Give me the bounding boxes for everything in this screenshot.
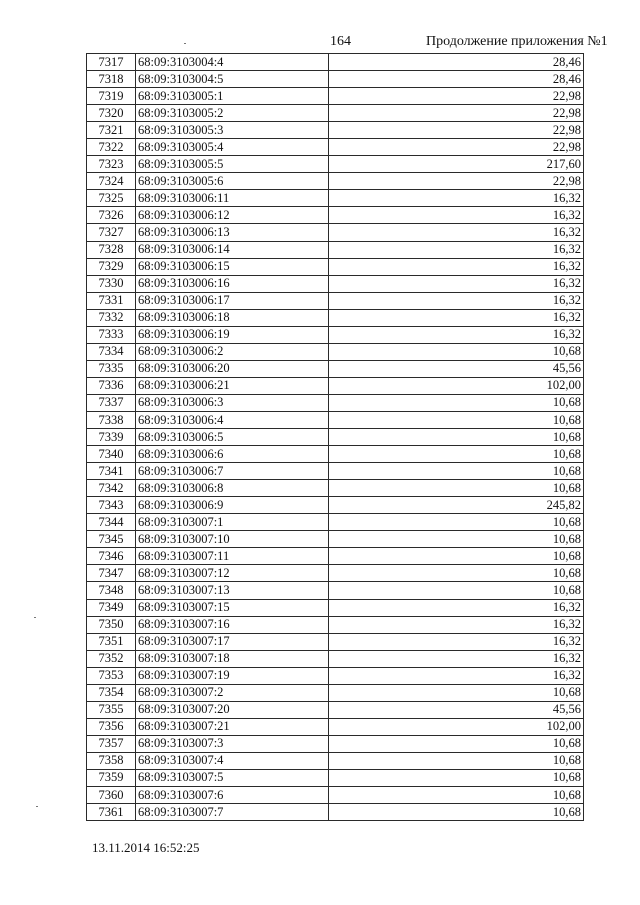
row-number: 7326 xyxy=(87,207,136,224)
table-row xyxy=(87,650,584,667)
row-number: 7347 xyxy=(87,565,136,582)
row-number: 7334 xyxy=(87,343,136,360)
row-number: 7329 xyxy=(87,258,136,275)
cadastral-value: 10,68 xyxy=(329,548,584,565)
table-row xyxy=(87,667,584,684)
cadastral-value: 245,82 xyxy=(329,497,584,514)
continuation-title: Продолжение приложения №1 xyxy=(426,34,608,49)
row-number: 7341 xyxy=(87,463,136,480)
row-number: 7343 xyxy=(87,497,136,514)
table-row xyxy=(87,71,584,88)
cadastral-value: 16,32 xyxy=(329,224,584,241)
cadastral-number: 68:09:3103006:17 xyxy=(136,292,329,309)
table-row xyxy=(87,224,584,241)
row-number: 7324 xyxy=(87,173,136,190)
cadastral-value: 16,32 xyxy=(329,616,584,633)
cadastral-number: 68:09:3103006:3 xyxy=(136,394,329,411)
row-number: 7321 xyxy=(87,122,136,139)
cadastral-number: 68:09:3103007:11 xyxy=(136,548,329,565)
cadastral-value: 102,00 xyxy=(329,377,584,394)
cadastral-number: 68:09:3103006:13 xyxy=(136,224,329,241)
cadastral-value: 10,68 xyxy=(329,804,584,821)
cadastral-value: 10,68 xyxy=(329,531,584,548)
table-row xyxy=(87,377,584,394)
row-number: 7342 xyxy=(87,480,136,497)
cadastral-number: 68:09:3103006:8 xyxy=(136,480,329,497)
cadastral-value: 10,68 xyxy=(329,343,584,360)
cadastral-number: 68:09:3103007:18 xyxy=(136,650,329,667)
row-number: 7330 xyxy=(87,275,136,292)
cadastral-number: 68:09:3103004:5 xyxy=(136,71,329,88)
cadastral-value: 10,68 xyxy=(329,769,584,786)
table-row xyxy=(87,411,584,428)
cadastral-value: 10,68 xyxy=(329,463,584,480)
row-number: 7345 xyxy=(87,531,136,548)
cadastral-value: 10,68 xyxy=(329,429,584,446)
table-row xyxy=(87,787,584,804)
cadastral-number: 68:09:3103005:6 xyxy=(136,173,329,190)
cadastral-value: 10,68 xyxy=(329,565,584,582)
cadastral-value: 10,68 xyxy=(329,752,584,769)
cadastral-value: 10,68 xyxy=(329,787,584,804)
cadastral-number: 68:09:3103006:14 xyxy=(136,241,329,258)
table-row xyxy=(87,531,584,548)
cadastral-number: 68:09:3103005:1 xyxy=(136,88,329,105)
cadastral-number: 68:09:3103007:1 xyxy=(136,514,329,531)
cadastral-number: 68:09:3103006:4 xyxy=(136,411,329,428)
cadastral-number: 68:09:3103006:2 xyxy=(136,343,329,360)
cadastral-value: 22,98 xyxy=(329,173,584,190)
row-number: 7356 xyxy=(87,718,136,735)
cadastral-value: 16,32 xyxy=(329,309,584,326)
cadastral-value: 10,68 xyxy=(329,514,584,531)
row-number: 7349 xyxy=(87,599,136,616)
cadastral-number: 68:09:3103006:9 xyxy=(136,497,329,514)
cadastral-value: 16,32 xyxy=(329,650,584,667)
print-timestamp: 13.11.2014 16:52:25 xyxy=(92,840,200,855)
table-row xyxy=(87,429,584,446)
table-row xyxy=(87,292,584,309)
cadastral-number: 68:09:3103005:5 xyxy=(136,156,329,173)
cadastral-number: 68:09:3103006:16 xyxy=(136,275,329,292)
table-row xyxy=(87,446,584,463)
cadastral-value: 45,56 xyxy=(329,360,584,377)
cadastral-value: 217,60 xyxy=(329,156,584,173)
cadastral-number: 68:09:3103007:3 xyxy=(136,735,329,752)
table-row xyxy=(87,326,584,343)
cadastral-value: 10,68 xyxy=(329,684,584,701)
table-row xyxy=(87,735,584,752)
row-number: 7325 xyxy=(87,190,136,207)
cadastral-number: 68:09:3103007:4 xyxy=(136,752,329,769)
cadastral-number: 68:09:3103006:12 xyxy=(136,207,329,224)
table-row xyxy=(87,343,584,360)
page-number: 164 xyxy=(330,34,351,49)
row-number: 7351 xyxy=(87,633,136,650)
table-row xyxy=(87,258,584,275)
row-number: 7355 xyxy=(87,701,136,718)
table-row xyxy=(87,701,584,718)
table-row xyxy=(87,752,584,769)
cadastral-value: 16,32 xyxy=(329,326,584,343)
table-row xyxy=(87,684,584,701)
cadastral-value: 10,68 xyxy=(329,735,584,752)
cadastral-value: 10,68 xyxy=(329,480,584,497)
cadastral-value: 16,32 xyxy=(329,292,584,309)
table-row xyxy=(87,173,584,190)
table-row xyxy=(87,105,584,122)
cadastral-value: 16,32 xyxy=(329,667,584,684)
scan-speck xyxy=(34,617,36,618)
table-row xyxy=(87,463,584,480)
table-row xyxy=(87,616,584,633)
row-number: 7354 xyxy=(87,684,136,701)
cadastral-number: 68:09:3103006:19 xyxy=(136,326,329,343)
cadastral-value: 22,98 xyxy=(329,139,584,156)
cadastral-number: 68:09:3103005:3 xyxy=(136,122,329,139)
cadastral-number: 68:09:3103007:10 xyxy=(136,531,329,548)
row-number: 7318 xyxy=(87,71,136,88)
cadastral-value: 16,32 xyxy=(329,599,584,616)
cadastral-number: 68:09:3103007:17 xyxy=(136,633,329,650)
table-row xyxy=(87,241,584,258)
table-row xyxy=(87,548,584,565)
table-row xyxy=(87,718,584,735)
row-number: 7328 xyxy=(87,241,136,258)
table-row xyxy=(87,139,584,156)
cadastral-number: 68:09:3103006:18 xyxy=(136,309,329,326)
cadastral-value: 16,32 xyxy=(329,275,584,292)
table-row xyxy=(87,514,584,531)
cadastral-value: 16,32 xyxy=(329,633,584,650)
row-number: 7348 xyxy=(87,582,136,599)
cadastral-number: 68:09:3103007:21 xyxy=(136,718,329,735)
row-number: 7353 xyxy=(87,667,136,684)
row-number: 7327 xyxy=(87,224,136,241)
cadastral-number: 68:09:3103006:7 xyxy=(136,463,329,480)
cadastral-number: 68:09:3103006:6 xyxy=(136,446,329,463)
table-body xyxy=(87,54,584,821)
cadastral-value: 10,68 xyxy=(329,411,584,428)
cadastral-value: 10,68 xyxy=(329,582,584,599)
table-row xyxy=(87,122,584,139)
row-number: 7331 xyxy=(87,292,136,309)
cadastral-value: 22,98 xyxy=(329,122,584,139)
cadastral-number: 68:09:3103007:16 xyxy=(136,616,329,633)
row-number: 7337 xyxy=(87,394,136,411)
cadastral-value-table xyxy=(86,53,584,821)
row-number: 7359 xyxy=(87,769,136,786)
row-number: 7323 xyxy=(87,156,136,173)
row-number: 7332 xyxy=(87,309,136,326)
row-number: 7340 xyxy=(87,446,136,463)
row-number: 7338 xyxy=(87,411,136,428)
table-row xyxy=(87,497,584,514)
table-row xyxy=(87,88,584,105)
cadastral-number: 68:09:3103006:11 xyxy=(136,190,329,207)
cadastral-value: 16,32 xyxy=(329,190,584,207)
cadastral-number: 68:09:3103007:20 xyxy=(136,701,329,718)
cadastral-number: 68:09:3103006:15 xyxy=(136,258,329,275)
row-number: 7352 xyxy=(87,650,136,667)
row-number: 7350 xyxy=(87,616,136,633)
cadastral-number: 68:09:3103004:4 xyxy=(136,54,329,71)
table-row xyxy=(87,633,584,650)
row-number: 7322 xyxy=(87,139,136,156)
cadastral-value: 16,32 xyxy=(329,258,584,275)
cadastral-number: 68:09:3103006:5 xyxy=(136,429,329,446)
table-row xyxy=(87,156,584,173)
table-row xyxy=(87,582,584,599)
table-row xyxy=(87,769,584,786)
row-number: 7361 xyxy=(87,804,136,821)
row-number: 7319 xyxy=(87,88,136,105)
row-number: 7357 xyxy=(87,735,136,752)
row-number: 7339 xyxy=(87,429,136,446)
row-number: 7346 xyxy=(87,548,136,565)
cadastral-number: 68:09:3103007:7 xyxy=(136,804,329,821)
cadastral-value: 10,68 xyxy=(329,446,584,463)
cadastral-value: 28,46 xyxy=(329,71,584,88)
cadastral-value: 22,98 xyxy=(329,88,584,105)
row-number: 7336 xyxy=(87,377,136,394)
table-row xyxy=(87,480,584,497)
row-number: 7333 xyxy=(87,326,136,343)
row-number: 7360 xyxy=(87,787,136,804)
row-number: 7320 xyxy=(87,105,136,122)
cadastral-number: 68:09:3103007:6 xyxy=(136,787,329,804)
cadastral-number: 68:09:3103005:4 xyxy=(136,139,329,156)
row-number: 7317 xyxy=(87,54,136,71)
table-row xyxy=(87,599,584,616)
table-row xyxy=(87,190,584,207)
cadastral-number: 68:09:3103007:13 xyxy=(136,582,329,599)
table-row xyxy=(87,565,584,582)
cadastral-number: 68:09:3103006:21 xyxy=(136,377,329,394)
table-row xyxy=(87,275,584,292)
table-row xyxy=(87,394,584,411)
cadastral-number: 68:09:3103007:5 xyxy=(136,769,329,786)
table-row xyxy=(87,207,584,224)
cadastral-number: 68:09:3103007:12 xyxy=(136,565,329,582)
row-number: 7358 xyxy=(87,752,136,769)
cadastral-number: 68:09:3103007:19 xyxy=(136,667,329,684)
table-row xyxy=(87,360,584,377)
cadastral-number: 68:09:3103005:2 xyxy=(136,105,329,122)
cadastral-value: 22,98 xyxy=(329,105,584,122)
cadastral-value: 45,56 xyxy=(329,701,584,718)
cadastral-value: 28,46 xyxy=(329,54,584,71)
scan-speck xyxy=(36,806,38,807)
cadastral-number: 68:09:3103007:2 xyxy=(136,684,329,701)
cadastral-value: 16,32 xyxy=(329,241,584,258)
row-number: 7335 xyxy=(87,360,136,377)
row-number: 7344 xyxy=(87,514,136,531)
cadastral-value: 102,00 xyxy=(329,718,584,735)
cadastral-number: 68:09:3103006:20 xyxy=(136,360,329,377)
cadastral-number: 68:09:3103007:15 xyxy=(136,599,329,616)
scan-speck xyxy=(184,43,186,44)
table-row xyxy=(87,309,584,326)
cadastral-value: 10,68 xyxy=(329,394,584,411)
cadastral-value: 16,32 xyxy=(329,207,584,224)
table-row xyxy=(87,54,584,71)
table-row xyxy=(87,804,584,821)
